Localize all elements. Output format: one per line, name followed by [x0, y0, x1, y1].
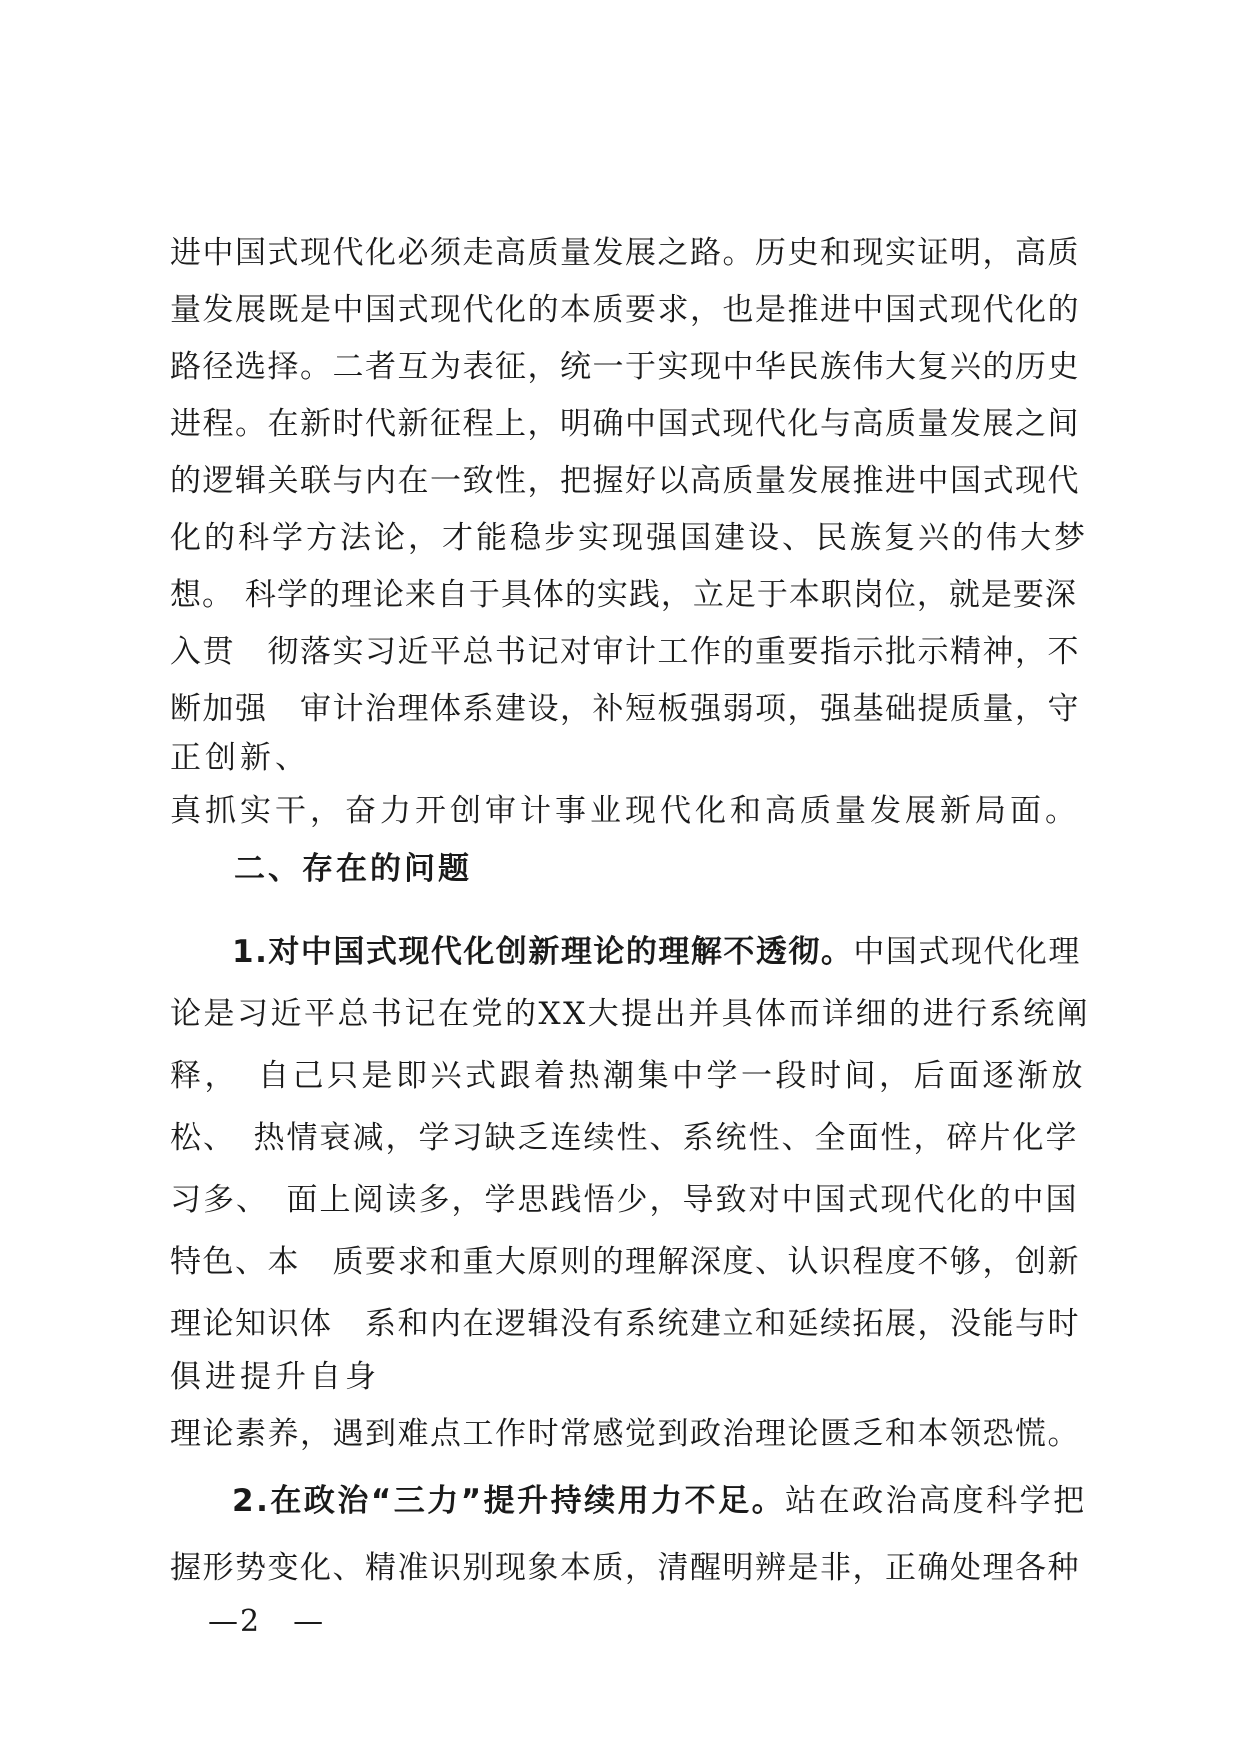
paragraph-line: 释， 自己只是即兴式跟着热潮集中学一段时间，后面逐渐放 — [170, 1058, 1086, 1094]
paragraph-line: 想。 科学的理论来自于具体的实践，立足于本职岗位，就是要深 — [170, 577, 1077, 613]
item2-first-line — [232, 1481, 1087, 1521]
paragraph-line: 化的科学方法论，才能稳步实现强国建设、民族复兴的伟大梦 — [170, 520, 1088, 556]
item2-first-line-text: 站在政治高度科学把 — [785, 1483, 1087, 1519]
paragraph-line: 真抓实干，奋力开创审计事业现代化和高质量发展新局面。 — [170, 793, 1080, 829]
paragraph-line: 论是习近平总书记在党的XX大提出并具体而详细的进行系统阐 — [170, 996, 1091, 1032]
paragraph-line: 握形势变化、精准识别现象本质，清醒明辨是非，正确处理各种 — [170, 1550, 1080, 1586]
page-number: —2 — — [208, 1604, 326, 1639]
paragraph-line: 俱进提升自身 — [170, 1359, 380, 1395]
paragraph-line: 路径选择。二者互为表征，统一于实现中华民族伟大复兴的历史 — [170, 349, 1080, 385]
paragraph-line: 理论知识体 系和内在逻辑没有系统建立和延续拓展，没能与时 — [170, 1306, 1080, 1342]
paragraph-line: 特色、本 质要求和重大原则的理解深度、认识程度不够，创新 — [170, 1244, 1080, 1280]
paragraph-line: 松、 热情衰减，学习缺乏连续性、系统性、全面性，碎片化学 — [170, 1120, 1079, 1156]
paragraph-line: 入贯 彻落实习近平总书记对审计工作的重要指示批示精神，不 — [170, 634, 1080, 670]
paragraph-line: 正创新、 — [170, 740, 310, 776]
paragraph-line: 进中国式现代化必须走高质量发展之路。历史和现实证明，高质 — [170, 235, 1080, 271]
item1-first-line — [232, 932, 1081, 972]
item1-first-line-text: 中国式现代化理 — [853, 934, 1081, 970]
paragraph-line: 理论素养，遇到难点工作时常感觉到政治理论匮乏和本领恐慌。 — [170, 1416, 1080, 1452]
item2-title: 2.在政治“三力”提升持续用力不足。 — [232, 1483, 786, 1519]
item1-title: 1.对中国式现代化创新理论的理解不透彻。 — [232, 934, 854, 970]
paragraph-line: 断加强 审计治理体系建设，补短板强弱项，强基础提质量，守 — [170, 691, 1080, 727]
paragraph-line: 进程。在新时代新征程上，明确中国式现代化与高质量发展之间 — [170, 406, 1080, 442]
paragraph-line: 的逻辑关联与内在一致性，把握好以高质量发展推进中国式现代 — [170, 463, 1080, 499]
section-heading: 二、存在的问题 — [234, 851, 472, 887]
paragraph-line: 量发展既是中国式现代化的本质要求，也是推进中国式现代化的 — [170, 292, 1080, 328]
paragraph-line: 习多、 面上阅读多，学思践悟少，导致对中国式现代化的中国 — [170, 1182, 1079, 1218]
